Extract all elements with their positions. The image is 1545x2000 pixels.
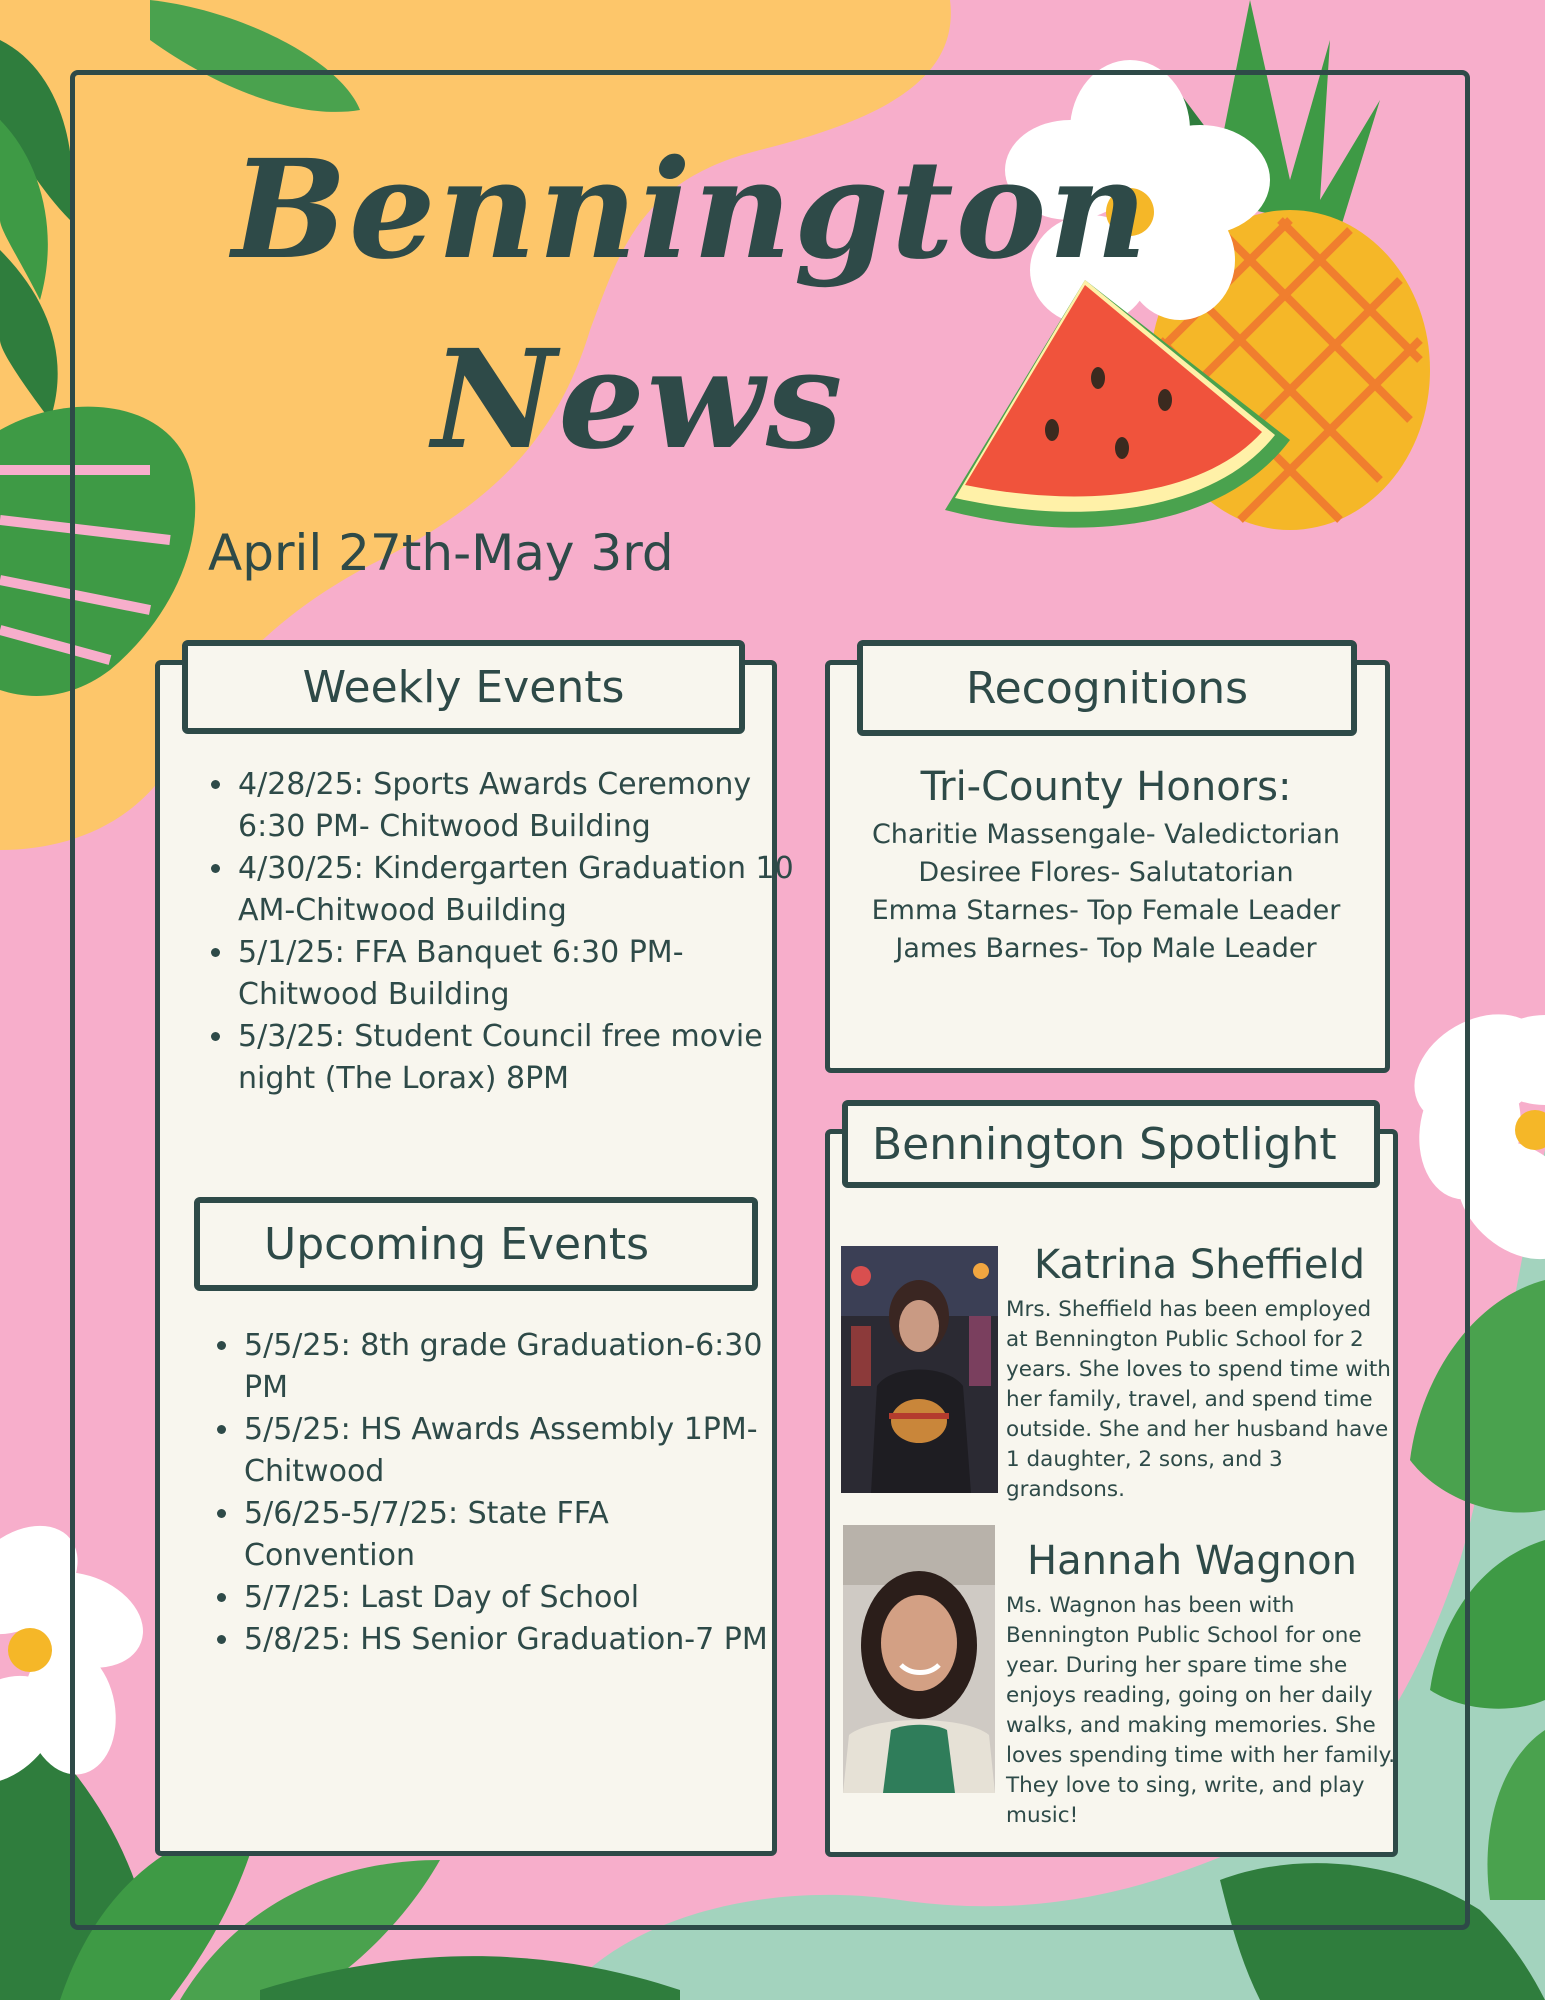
date-range: April 27th-May 3rd bbox=[208, 524, 674, 582]
upcoming-events-list bbox=[204, 1325, 782, 1661]
list-item: James Barnes- Top Male Leader bbox=[895, 933, 1317, 964]
weekly-events-heading: Weekly Events bbox=[182, 640, 745, 734]
list-item: • 5/7/25: Last Day of School bbox=[242, 1577, 782, 1619]
list-item: • 5/3/25: Student Council free movie night (The Lorax) 8PM bbox=[236, 1016, 796, 1100]
recognitions-heading: Recognitions bbox=[857, 640, 1357, 736]
list-item: • 5/6/25-5/7/25: State FFA Convention bbox=[242, 1493, 782, 1577]
spotlight-name: Katrina Sheffield bbox=[1034, 1242, 1365, 1288]
newsletter-title-line2: News bbox=[432, 320, 845, 480]
list-item: • 4/28/25: Sports Awards Ceremony 6:30 PM- Chitwood Building bbox=[236, 764, 796, 848]
katrina-sheffield-photo bbox=[841, 1246, 998, 1493]
list-item: • 5/1/25: FFA Banquet 6:30 PM- Chitwood Building bbox=[236, 932, 796, 1016]
spotlight-heading: Bennington Spotlight bbox=[842, 1100, 1380, 1188]
upcoming-events-heading: Upcoming Events bbox=[194, 1197, 758, 1291]
spotlight-bio: Mrs. Sheffield has been employed at Bennington Public School for 2 years. She loves to spend time with her family, travel, and spend time outside. She and her husband have 1 daughter, 2 sons, and 3 grandsons. bbox=[1006, 1297, 1391, 1502]
honors-list bbox=[830, 816, 1382, 968]
list-item: • 5/5/25: 8th grade Graduation-6:30 PM bbox=[242, 1325, 782, 1409]
list-item: Desiree Flores- Salutatorian bbox=[918, 857, 1294, 888]
newsletter-title-line1: Bennington bbox=[232, 130, 1150, 290]
weekly-events-list bbox=[198, 764, 796, 1100]
list-item: Emma Starnes- Top Female Leader bbox=[871, 895, 1341, 926]
list-item: • 5/5/25: HS Awards Assembly 1PM-Chitwood bbox=[242, 1409, 782, 1493]
list-item: • 5/8/25: HS Senior Graduation-7 PM bbox=[242, 1619, 782, 1661]
spotlight-bio: Ms. Wagnon has been with Bennington Public School for one year. During her spare time she enjoys reading, going on her daily walks, and making memories. She loves spending time with her family. They love to sing, write, and play music! bbox=[1006, 1593, 1396, 1828]
list-item: • 4/30/25: Kindergarten Graduation 10 AM-Chitwood Building bbox=[236, 848, 796, 932]
list-item: Charitie Massengale- Valedictorian bbox=[871, 819, 1341, 850]
tri-county-honors-heading: Tri-County Honors: bbox=[920, 764, 1292, 810]
spotlight-name: Hannah Wagnon bbox=[1027, 1538, 1357, 1584]
hannah-wagnon-photo bbox=[843, 1525, 995, 1793]
